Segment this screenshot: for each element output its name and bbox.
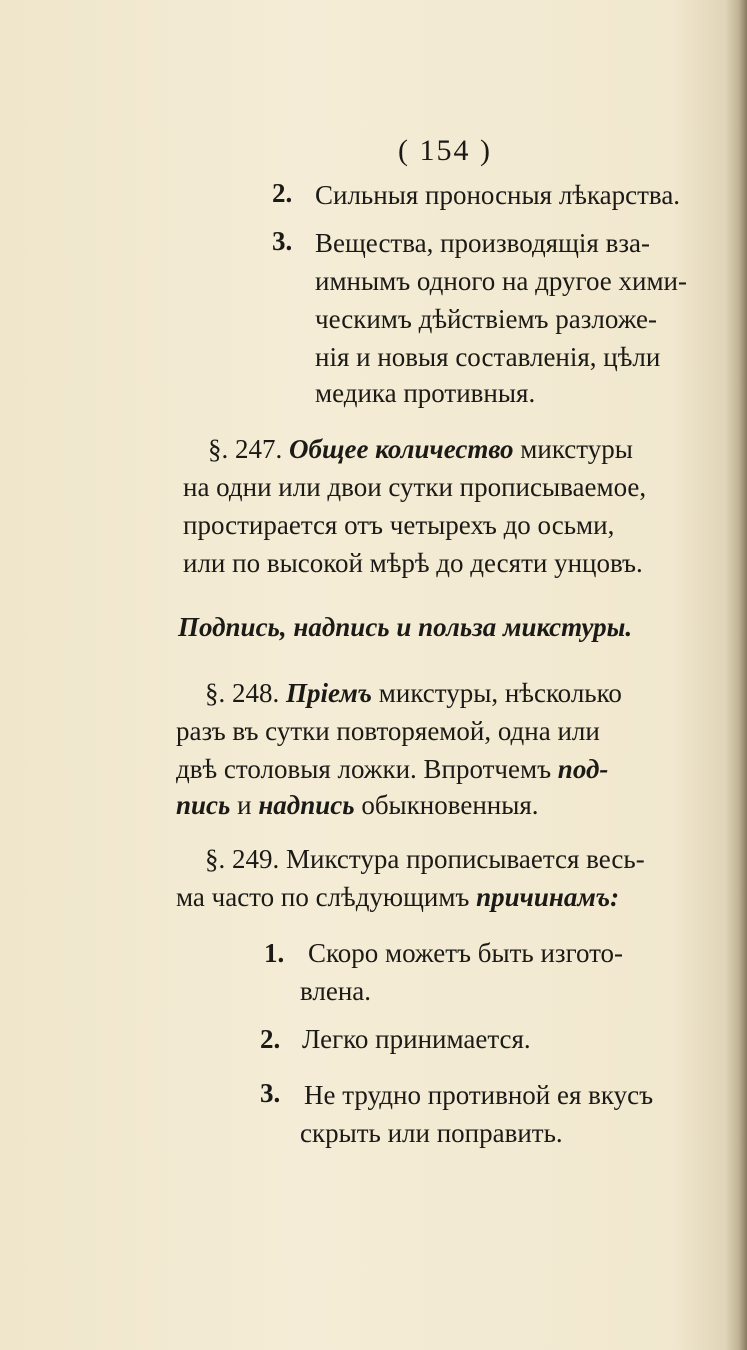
list-item-text: Легко принимается. <box>302 1024 531 1054</box>
page-edge-shadow <box>725 0 747 1350</box>
paragraph-line: разъ въ сутки повторяемой, одна или <box>176 716 600 746</box>
list-item-number: 2. <box>260 1024 281 1054</box>
list-item-number: 1. <box>264 938 285 968</box>
italic-term: Пріемъ <box>286 678 373 708</box>
paragraph-text: обыкновенныя. <box>361 790 539 820</box>
list-item-text: медика противныя. <box>315 378 536 408</box>
paragraph-248 <box>205 680 622 707</box>
list-item-text: Вещества, производящія вза- <box>315 228 650 258</box>
list-item-text: скрыть или поправить. <box>300 1118 563 1148</box>
list-item-number: 2. <box>272 178 293 208</box>
list-item-text: Не трудно противной ея вкусъ <box>304 1080 654 1110</box>
paragraph-line <box>176 756 608 783</box>
list-item-text: Сильныя проносныя лѣкарства. <box>315 180 681 210</box>
paragraph-text: двѣ столовыя ложки. Впротчемъ <box>176 754 552 784</box>
list-item-number: 3. <box>272 226 293 256</box>
paragraph-line: на одни или двои сутки прописываемое, <box>183 472 647 502</box>
section-number: §. 248. <box>205 678 280 708</box>
section-number: §. 247. <box>208 434 283 464</box>
paragraph-text: Микстура прописывается весь- <box>286 844 645 874</box>
paragraph-line <box>176 884 619 911</box>
paragraph-247 <box>208 436 633 463</box>
paragraph-text: микстуры <box>520 434 633 464</box>
list-item-text: имнымъ одного на другое хими- <box>315 266 687 296</box>
paragraph-line <box>176 792 539 819</box>
paragraph-line: или по высокой мѣрѣ до десяти унцовъ. <box>183 548 643 578</box>
paragraph-line: простирается отъ четырехъ до осьми, <box>183 510 615 540</box>
page-number: ( 154 ) <box>398 134 492 167</box>
italic-term: под- <box>557 754 609 784</box>
paragraph-249 <box>205 846 645 873</box>
list-item-text: нія и новыя составленія, цѣли <box>315 342 661 372</box>
list-item-number: 3. <box>260 1078 281 1108</box>
paragraph-text: микстуры, нѣсколько <box>378 678 622 708</box>
list-item-text: Скоро можетъ быть изгото- <box>308 938 624 968</box>
section-number: §. 249. <box>205 844 280 874</box>
paragraph-text: и <box>237 790 252 820</box>
list-item-text: влена. <box>300 976 372 1006</box>
section-heading: Подпись, надпись и польза микстуры. <box>178 612 633 642</box>
italic-term: надпись <box>258 790 355 820</box>
italic-term: пись <box>176 790 231 820</box>
italic-term: причинамъ: <box>476 882 620 912</box>
italic-term: Общее количество <box>289 434 514 464</box>
paragraph-text: ма часто по слѣдующимъ <box>176 882 470 912</box>
list-item-text: ческимъ дѣйствіемъ разложе- <box>315 304 657 334</box>
